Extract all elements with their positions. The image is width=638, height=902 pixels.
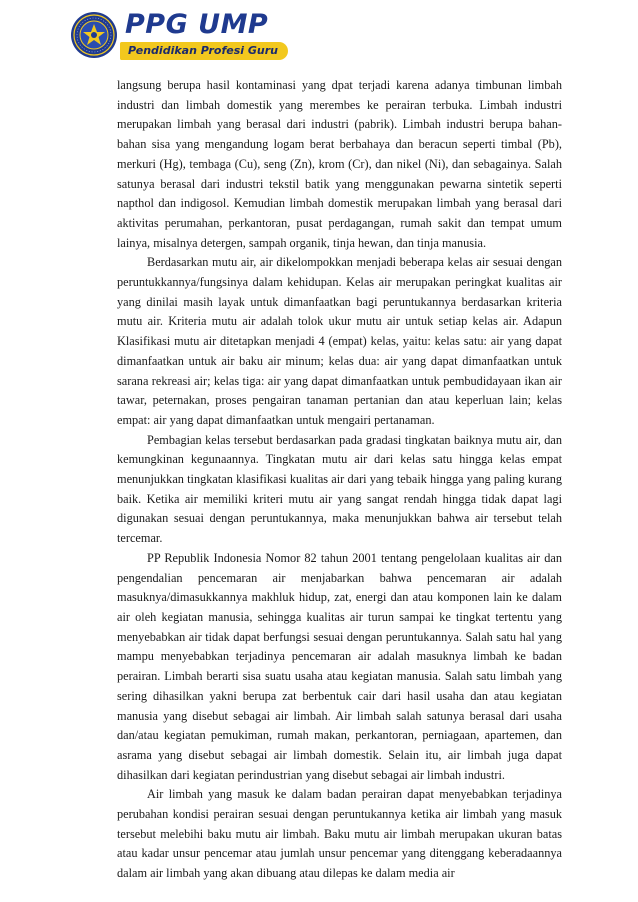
paragraph-5: Air limbah yang masuk ke dalam badan perairan dapat menyebabkan terjadinya perubahan kondisi perairan sesuai dengan peruntukannya ketika air limbah yang masuk tersebut melebihi baku mutu air limbah. Baku mutu air limbah merupakan ukuran batas atau kadar unsur pencemar atau jumlah unsur pencemar yang ditenggang keberadaannya dalam air limbah yang akan dibuang atau dilepas ke dalam media air <box>117 787 562 881</box>
document-body <box>117 76 562 884</box>
brand-title: PPG UMP <box>125 9 269 40</box>
paragraph-1: langsung berupa hasil kontaminasi yang dpat terjadi karena adanya timbunan limbah industri dan limbah domestik yang merembes ke perairan terbuka. Limbah industri merupakan limbah yang berasal dari industri (pabrik). Limbah industri berupa bahan-bahan sisa yang mengandung logam berat berbahaya dan beracun seperti timbal (Pb), merkuri (Hg), tembaga (Cu), seng (Zn), krom (Cr), dan nikel (Ni), dan sebagainya. Salah satunya berasal dari industri tekstil batik yang menggunakan pewarna sintetik seperti napthol dan indigosol. Kemudian limbah domestik merupakan limbah yang berasal dari aktivitas perumahan, perkantoran, pusat perdagangan, rumah sakit dan tempat umum lainya, misalnya detergen, sampah organik, tinja hewan, dan tinja manusia. <box>117 78 562 250</box>
paragraph-3: Pembagian kelas tersebut berdasarkan pada gradasi tingkatan baiknya mutu air, dan kemungkinan kegunaannya. Tingkatan mutu air dari kelas satu hingga kelas empat menunjukkan tingkatan klasifikasi kualitas air dari yang tebaik hingga yang paling kurang baik. Ketika air memiliki kriteri mutu air yang sangat rendah hingga tidak dapat lagi digunakan sesuai dengan peruntukannya, maka menunjukkan bahwa air tersebut telah tercemar. <box>117 432 562 546</box>
paragraph-2: Berdasarkan mutu air, air dikelompokkan menjadi beberapa kelas air sesuai dengan peruntukkannya/fungsinya dalam kehidupan. Kelas air merupakan peringkat kualitas air yang dinilai masih layak untuk dimanfaatkan bagi peruntukannya berdasarkan kriteria mutu air. Kriteria mutu air adalah tolok ukur mutu air untuk setiap kelas air. Adapun Klasifikasi mutu air ditetapkan menjadi 4 (empat) kelas, yaitu: kelas satu: air yang dapat dimanfaatkan untuk air baku air minum; kelas dua: air yang dapat dimanfaatkan untuk sarana rekreasi air; kelas tiga: air yang dapat dimanfaatkan untuk pembudidayaan ikan air tawar, peternakan, proses pengairan tanaman pertanian dan atau keperluan lain; kelas empat: air yang dapat dimanfaatkan untuk mengairi pertanaman. <box>117 255 562 427</box>
paragraph-4: PP Republik Indonesia Nomor 82 tahun 2001 tentang pengelolaan kualitas air dan pengendalian pencemaran air menjabarkan bahwa pencemaran air adalah masuknya/dimasukkannya makhluk hidup, zat, energi dan atau komponen lain ke dalam air oleh kegiatan manusia, sehingga kualitas air turun sampai ke tingkat tertentu yang menyebabkan air tidak dapat berfungsi sesuai dengan peruntukannya. Salah satu hal yang mampu menyebabkan terjadinya pencemaran air adalah masuknya limbah ke badan perairan. Limbah berarti sisa suatu usaha atau kegiatan manusia. Salah satu limbah yang sering dihasilkan yakni berupa zat berbentuk cair dari hasil usaha dan atau kegiatan manusia yang disebut sebagai air limbah. Air limbah salah satunya berasal dari usaha dan/atau kegiatan pemukiman, rumah makan, perkantoran, perniagaan, apartemen, dan asrama yang disebut sebagai air limbah domestik. Selain itu, air limbah juga dapat dihasilkan dari kegiatan perindustrian yang disebut sebagai air limbah industri. <box>117 550 562 782</box>
university-emblem-icon <box>70 11 118 59</box>
brand-subtitle: Pendidikan Profesi Guru <box>120 42 288 60</box>
ppg-ump-logo <box>70 11 290 65</box>
